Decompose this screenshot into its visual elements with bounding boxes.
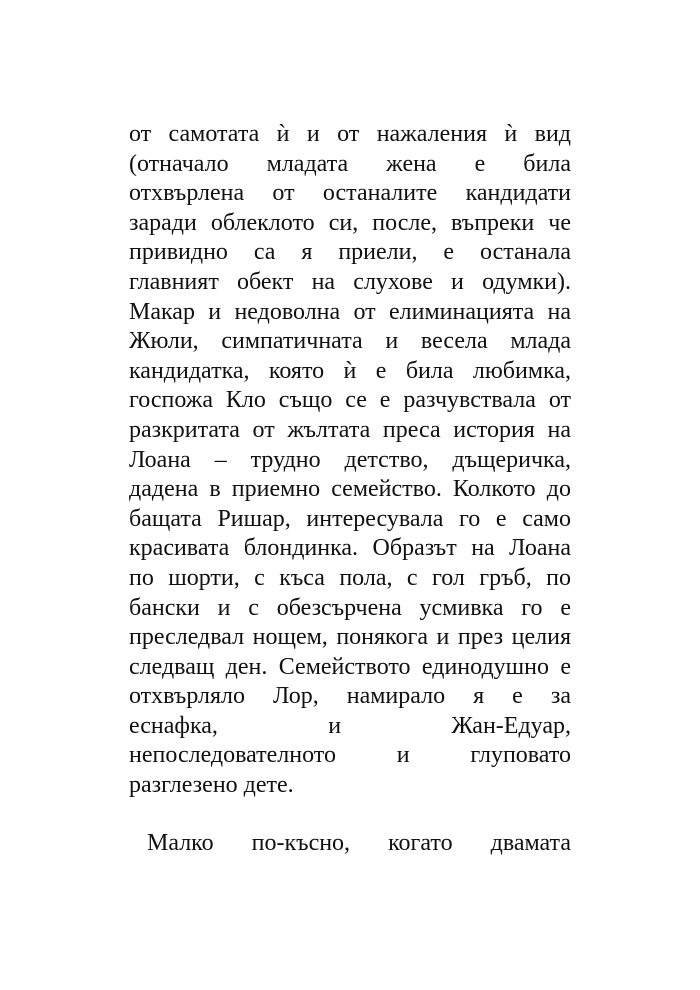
text-line: Лоана – трудно детство, дъщеричка,: [129, 446, 571, 473]
text-line: еснафка, и Жан-Едуар,: [129, 712, 571, 739]
text-line: бански и с обезсърчена усмивка го е: [129, 594, 571, 621]
text-line: заради облеклото си, после, въпреки че: [129, 209, 571, 236]
text-line: красивата блондинка. Образът на Лоана: [129, 535, 571, 562]
text-line: бащата Ришар, интересувала го е само: [129, 505, 571, 532]
text-line: отхвърляло Лор, намирало я е за: [129, 683, 571, 710]
text-line: привидно са я приели, е останала: [129, 239, 571, 266]
text-line: дадена в приемно семейство. Колкото до: [129, 476, 571, 503]
text-line: кандидатка, която ѝ е била любимка,: [129, 357, 571, 384]
text-line: отхвърлена от останалите кандидати: [129, 180, 571, 207]
text-line: (отначало младата жена е била: [129, 150, 571, 177]
text-line: Макар и недоволна от елиминацията на: [129, 298, 571, 325]
text-line: непоследователното и глуповато: [129, 742, 571, 769]
text-line: следващ ден. Семейството единодушно е: [129, 653, 571, 680]
text-line: разглезено дете.: [129, 772, 294, 799]
text-line: разкритата от жълтата преса история на: [129, 416, 571, 443]
text-line: госпожа Кло също се е разчувствала от: [129, 387, 571, 414]
text-line: по шорти, с къса пола, с гол гръб, по: [129, 564, 571, 591]
text-line: Малко по-късно, когато двамата: [147, 830, 571, 856]
text-line: от самотата ѝ и от нажаления ѝ вид: [129, 121, 571, 147]
paragraph-2: [129, 829, 571, 859]
text-line: Жюли, симпатичната и весела млада: [129, 328, 571, 355]
paragraph-1: [129, 120, 571, 801]
text-line: главният обект на слухове и одумки).: [129, 268, 571, 295]
text-line: преследвал нощем, понякога и през целия: [129, 624, 571, 651]
